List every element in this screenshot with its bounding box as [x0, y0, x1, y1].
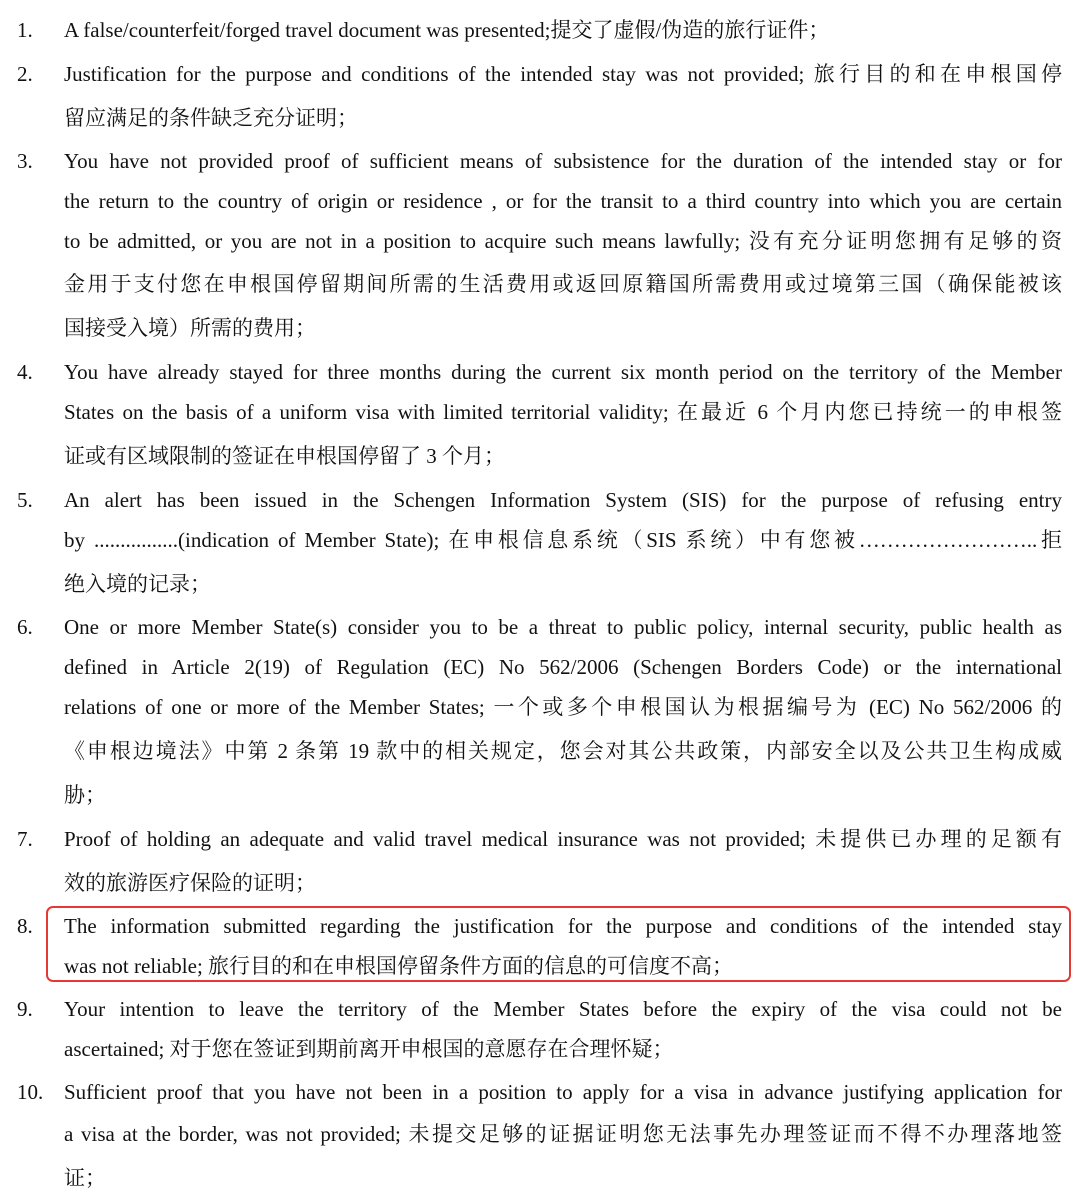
item-text-line: You have not provided proof of sufficient means of subsistence for the duration of the intended stay or for [64, 149, 1062, 173]
item-text-line: a visa at the border, was not provided; 未提交足够的证据证明您无法事先办理签证而不得不办理落地签 [64, 1122, 1062, 1146]
item-number: 8. [17, 914, 33, 938]
item-text-line: Proof of holding an adequate and valid travel medical insurance was not provided; 未提供已办理的足额有 [64, 827, 1062, 851]
item-number: 7. [17, 827, 33, 851]
item-text-line: Your intention to leave the territory of the Member States before the expiry of the visa could not be [64, 997, 1062, 1021]
item-number: 2. [17, 62, 33, 86]
item-text-line: 效的旅游医疗保险的证明； [64, 871, 316, 895]
item-text-line: relations of one or more of the Member States; 一个或多个申根国认为根据编号为 (EC) No 562/2006 的 [64, 695, 1062, 719]
item-text-line: was not reliable; 旅行目的和在申根国停留条件方面的信息的可信度不高； [64, 954, 734, 978]
item-text-line: 证或有区域限制的签证在申根国停留了 3 个月； [64, 444, 505, 468]
item-text-line: 国接受入境）所需的费用； [64, 316, 316, 340]
item-text-line: A false/counterfeit/forged travel document was presented;提交了虚假/伪造的旅行证件； [64, 18, 830, 42]
item-text-line: defined in Article 2(19) of Regulation (EC) No 562/2006 (Schengen Borders Code) or the international [64, 655, 1062, 679]
item-text-line: An alert has been issued in the Schengen Information System (SIS) for the purpose of refusing entry [64, 488, 1062, 512]
item-text-line: 《申根边境法》中第 2 条第 19 款中的相关规定，您会对其公共政策，内部安全以及公共卫生构成威 [64, 739, 1062, 763]
item-text-line: You have already stayed for three months during the current six month period on the territory of the Member [64, 360, 1062, 384]
item-text-line: Justification for the purpose and conditions of the intended stay was not provided; 旅行目的和在申根国停 [64, 62, 1062, 86]
item-text-line: ascertained; 对于您在签证到期前离开申根国的意愿存在合理怀疑； [64, 1037, 674, 1061]
item-text-line: 留应满足的条件缺乏充分证明； [64, 106, 358, 130]
item-text-line: 金用于支付您在申根国停留期间所需的生活费用或返回原籍国所需费用或过境第三国（确保能被该 [64, 272, 1062, 296]
item-text-line: States on the basis of a uniform visa with limited territorial validity; 在最近 6 个月内您已持统一的申根签 [64, 400, 1062, 424]
item-number: 1. [17, 18, 33, 42]
item-number: 4. [17, 360, 33, 384]
item-text-line: Sufficient proof that you have not been in a position to apply for a visa in advance justifying application for [64, 1080, 1062, 1104]
item-text-line: The information submitted regarding the justification for the purpose and conditions of the intended stay [64, 914, 1062, 938]
item-text-line: by ................(indication of Member State); 在申根信息系统（SIS 系统）中有您被……………………..拒 [64, 528, 1062, 552]
item-number: 6. [17, 615, 33, 639]
item-text-line: One or more Member State(s) consider you to be a threat to public policy, internal security, public health as [64, 615, 1062, 639]
item-text-line: to be admitted, or you are not in a position to acquire such means lawfully; 没有充分证明您拥有足够的资 [64, 229, 1062, 253]
item-number: 9. [17, 997, 33, 1021]
item-text-line: the return to the country of origin or residence , or for the transit to a third country into which you are certain [64, 189, 1062, 213]
item-text-line: 绝入境的记录； [64, 572, 211, 596]
item-number: 5. [17, 488, 33, 512]
item-text-line: 证； [64, 1166, 106, 1190]
item-number: 10. [17, 1080, 44, 1104]
item-text-line: 胁； [64, 783, 106, 807]
item-number: 3. [17, 149, 33, 173]
